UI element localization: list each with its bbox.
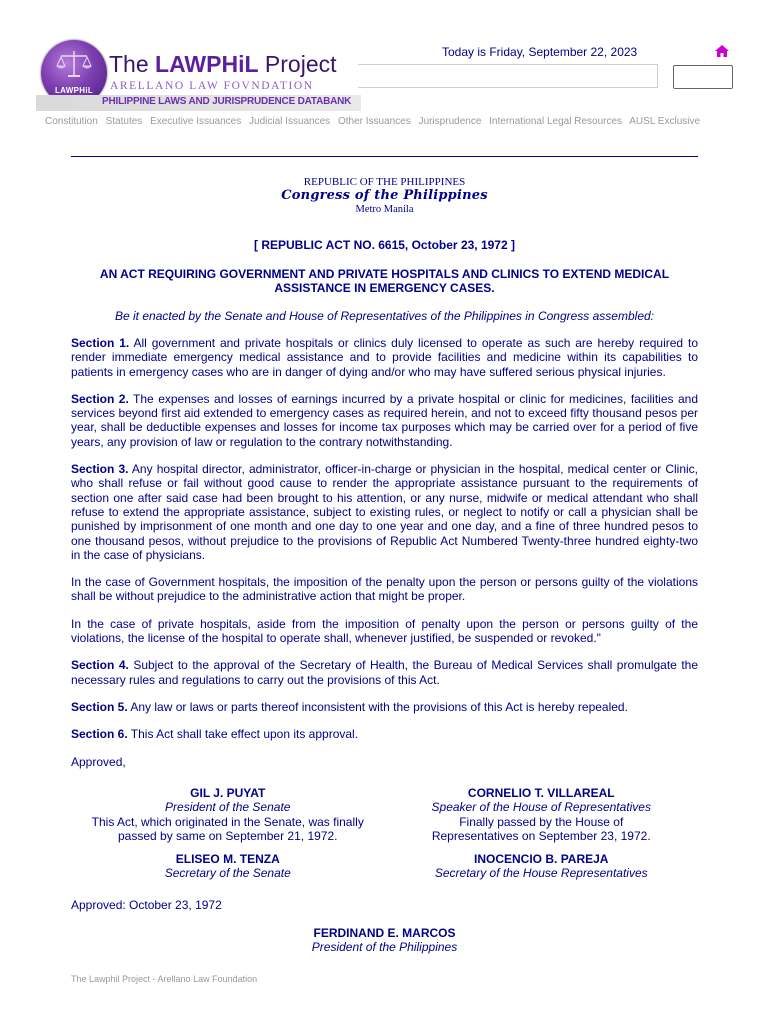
senate-secretary-name: ELISEO M. TENZA bbox=[175, 851, 280, 866]
section-label: Section 3. bbox=[71, 462, 129, 477]
nav-executive-issuances[interactable]: Executive Issuances bbox=[150, 116, 242, 127]
nav-ausl-exclusive[interactable]: AUSL Exclusive bbox=[629, 116, 701, 127]
signatories bbox=[71, 786, 698, 881]
section-label: Section 2. bbox=[71, 391, 129, 406]
congress-heading: Congress of the Philippines bbox=[281, 188, 488, 203]
brand-lawphil: LAWPHiL bbox=[155, 51, 259, 77]
section-text: In the case of private hospitals, aside from the imposition of penalty upon the person or persons guilty of the violations, the license of the hospital to operate shall, whenever justified, be suspended or revoked." bbox=[71, 616, 698, 646]
section-3 bbox=[71, 462, 698, 562]
today-date: Today is Friday, September 22, 2023 bbox=[442, 45, 638, 59]
act-number: [ REPUBLIC ACT NO. 6615, October 23, 1972 ] bbox=[254, 238, 515, 252]
section-text: All government and private hospitals or clinics duly licensed to operate as such are hereby required to render immediate emergency medical assistance and to provide facilities and medicine within its capabilities to patients in emergency cases who are in danger of dying and/or who may have suffered serious physical injuries. bbox=[71, 336, 698, 379]
house-speaker-role: Speaker of the House of Representatives bbox=[431, 800, 651, 815]
section-text: Any law or laws or parts thereof inconsistent with the provisions of this Act is hereby repealed. bbox=[127, 699, 628, 714]
document-body bbox=[71, 176, 698, 955]
spacer bbox=[385, 844, 699, 852]
site-tagline: PHILIPPINE LAWS AND JURISPRUDENCE DATABANK bbox=[102, 96, 352, 107]
approved-label: Approved, bbox=[71, 754, 126, 769]
section-4 bbox=[71, 658, 698, 687]
house-secretary-name: INOCENCIO B. PAREJA bbox=[474, 851, 609, 866]
metro-heading: Metro Manila bbox=[355, 204, 414, 215]
enacting-clause: Be it enacted by the Senate and House of Representatives of the Philippines in Congress assembled: bbox=[115, 309, 654, 323]
brand-project: Project bbox=[258, 51, 337, 77]
section-3-private-hospitals bbox=[71, 617, 698, 646]
senate-president-name: GIL J. PUYAT bbox=[190, 785, 266, 800]
act-title: AN ACT REQUIRING GOVERNMENT AND PRIVATE HOSPITALS AND CLINICS TO EXTEND MEDICAL ASSISTANCE IN EMERGENCY CASES. bbox=[99, 267, 670, 295]
nav-international-legal-resources[interactable]: International Legal Resources bbox=[489, 116, 623, 127]
section-text: The expenses and losses of earnings incurred by a private hospital or clinic for medicines, facilities and services beyond first aid extended to emergency cases as required herein, and not to exceed fifty thousand pesos per year, shall be deductible expenses and losses for income tax purposes which may be carried over for a period of five years, any provision of law or regulation to the contrary notwithstanding. bbox=[71, 391, 698, 449]
section-label: Section 6. bbox=[71, 727, 128, 742]
senate-signatories bbox=[71, 786, 385, 881]
section-text: Subject to the approval of the Secretary of Health, the Bureau of Medical Services shall promulgate the necessary rules and regulations to carry out the provisions of this Act. bbox=[71, 658, 699, 687]
site-tagline-bar bbox=[36, 95, 361, 111]
senate-president-role: President of the Senate bbox=[165, 800, 291, 815]
scales-of-justice-icon bbox=[55, 49, 93, 79]
republic-heading: REPUBLIC OF THE PHILIPPINES bbox=[303, 176, 466, 188]
section-2 bbox=[71, 392, 698, 449]
senate-passage-note: This Act, which originated in the Senate, was finally passed by same on September 21, 1972. bbox=[91, 814, 364, 844]
site-title[interactable] bbox=[109, 50, 337, 78]
header-divider bbox=[71, 156, 698, 157]
nav-statutes[interactable]: Statutes bbox=[105, 116, 143, 127]
home-icon[interactable] bbox=[714, 44, 730, 58]
section-6 bbox=[71, 727, 698, 741]
section-label: Section 4. bbox=[71, 658, 129, 673]
senate-secretary-role: Secretary of the Senate bbox=[164, 866, 291, 881]
nav-judicial-issuances[interactable]: Judicial Issuances bbox=[249, 116, 331, 127]
section-text: Any hospital director, administrator, officer-in-charge or physician in the hospital, medical center or Clinic, who shall refuse or fail without good cause to render the appropriate assistance pursuant to the requirements of section one after said case had been brought to his attention, or any nurse, midwife or medical attendant who shall refuse to extend the appropriate assistance, subject to existing rules, or neglect to notify or call a physician shall be punished by imprisonment of one month and one day to one year and one day, and a fine of three hundred pesos to one thousand pesos, without prejudice to the provisions of Republic Act Numbered Twenty-three hundred eighty-two in the case of physicians. bbox=[71, 462, 698, 562]
approval-date: Approved: October 23, 1972 bbox=[71, 897, 222, 912]
search-input[interactable] bbox=[358, 64, 658, 88]
section-label: Section 1. bbox=[71, 336, 130, 350]
section-text: In the case of Government hospitals, the imposition of the penalty upon the person or persons guilty of the violations shall be without prejudice to the administrative action that might be proper. bbox=[71, 575, 698, 604]
nav-constitution[interactable]: Constitution bbox=[45, 116, 98, 127]
search-button[interactable] bbox=[673, 65, 733, 89]
house-signatories bbox=[385, 786, 699, 881]
main-nav bbox=[45, 116, 705, 127]
house-speaker-name: CORNELIO T. VILLAREAL bbox=[467, 785, 615, 800]
logo-text: LAWPHiL bbox=[54, 86, 94, 95]
site-footer: The Lawphil Project - Arellano Law Foundation bbox=[71, 974, 258, 984]
section-3-government-hospitals bbox=[71, 575, 698, 604]
house-passage-note: Finally passed by the House of Representatives on September 23, 1972. bbox=[431, 814, 651, 844]
section-label: Section 5. bbox=[71, 699, 128, 714]
site-header bbox=[0, 0, 768, 135]
house-secretary-role: Secretary of the House Representatives bbox=[434, 866, 648, 881]
section-1 bbox=[71, 336, 698, 379]
section-5 bbox=[71, 700, 698, 714]
site-subtitle: ARELLANO LAW FOVNDATION bbox=[110, 80, 314, 92]
section-text: This Act shall take effect upon its approval. bbox=[127, 727, 359, 742]
nav-other-issuances[interactable]: Other Issuances bbox=[337, 116, 411, 127]
nav-jurisprudence[interactable]: Jurisprudence bbox=[418, 116, 482, 127]
brand-the: The bbox=[109, 51, 156, 77]
president-signature bbox=[71, 926, 698, 955]
president-name: FERDINAND E. MARCOS bbox=[313, 925, 456, 940]
spacer bbox=[71, 844, 385, 852]
president-role: President of the Philippines bbox=[311, 940, 458, 955]
